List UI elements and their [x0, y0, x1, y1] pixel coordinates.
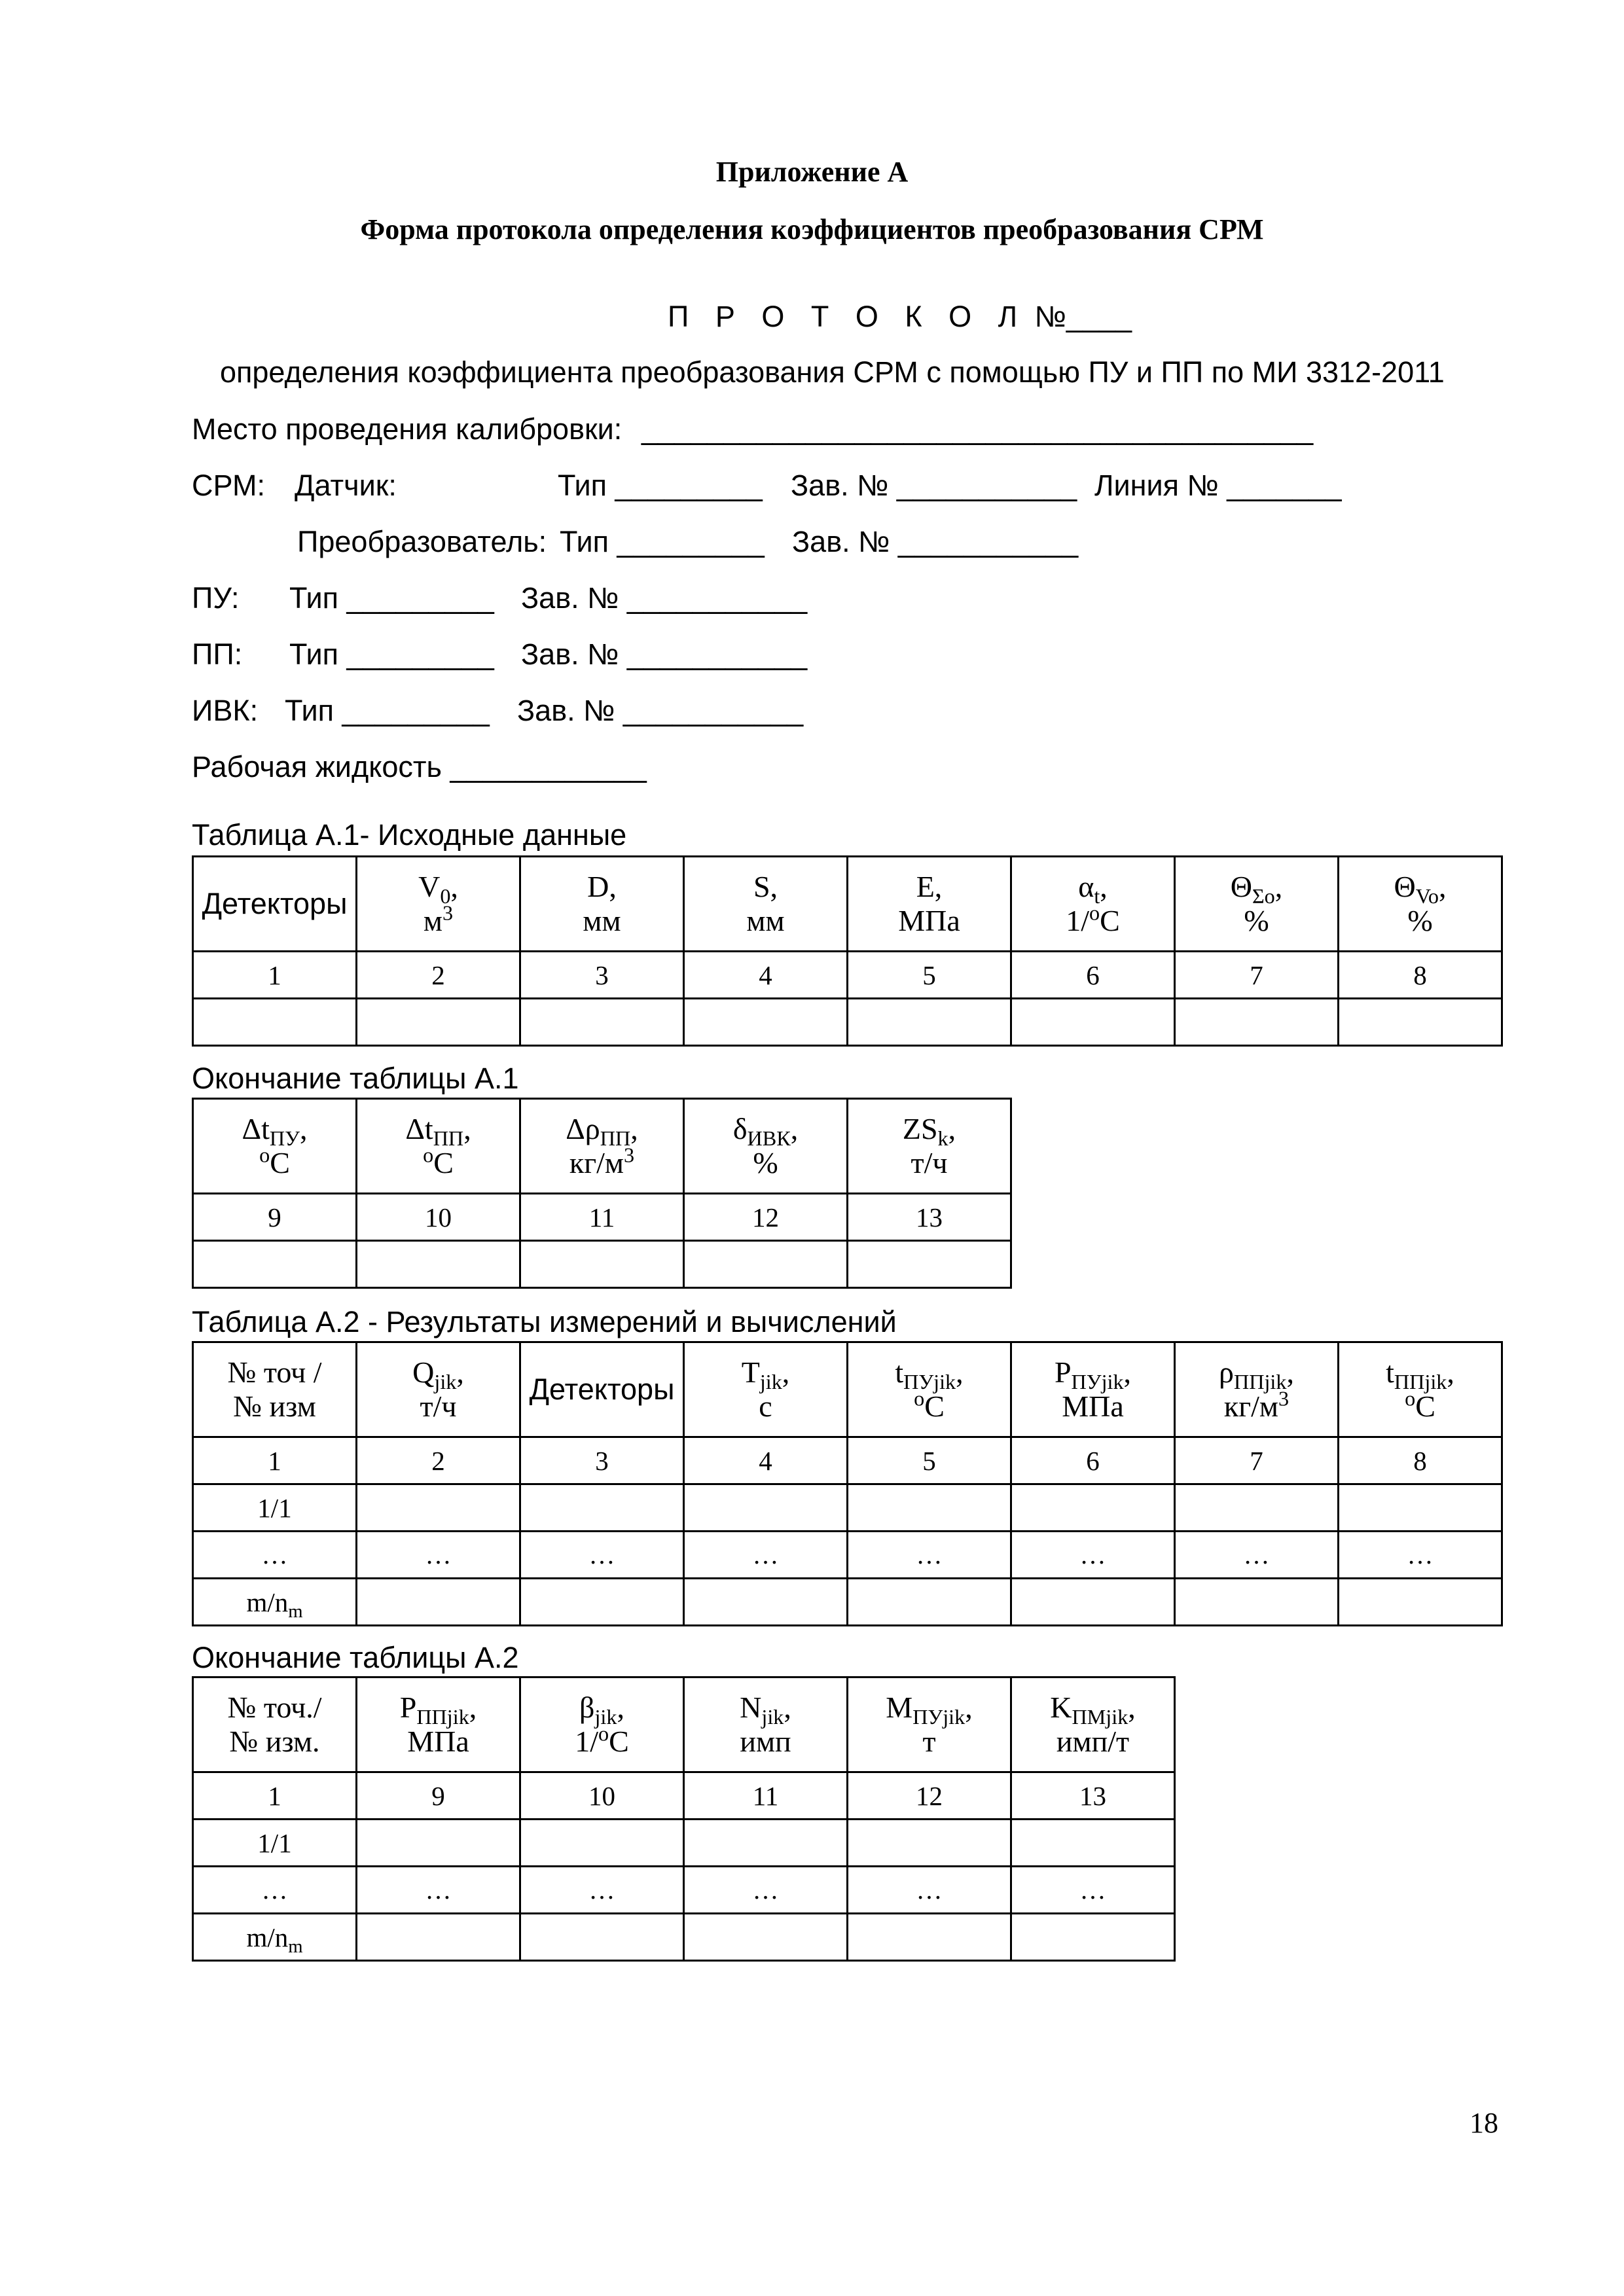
ellipsis-cell: … — [193, 1867, 357, 1914]
protocol-number: №____ — [1034, 300, 1132, 333]
col-number: 11 — [520, 1194, 684, 1241]
pu-type: Тип _________ — [289, 581, 494, 615]
col-number: 13 — [1011, 1772, 1175, 1820]
col-p-pp: $P_{ППjik}$, МПа — [357, 1677, 520, 1772]
pp-type: Тип _________ — [289, 637, 494, 671]
col-point-measurement: № точ / № изм — [193, 1342, 357, 1437]
table-a2 — [192, 1341, 1503, 1626]
col-number: 8 — [1339, 952, 1502, 999]
col-number: 1 — [193, 952, 357, 999]
table-a1-empty-row — [193, 999, 1502, 1046]
converter-label: Преобразователь: — [297, 525, 547, 558]
col-dt-pu: $\Delta t_{ПУ}$, $^o$C — [193, 1099, 357, 1194]
col-number: 5 — [848, 1437, 1011, 1484]
row-label: 1/1 — [193, 1484, 357, 1532]
ellipsis-cell: … — [520, 1532, 684, 1579]
table-a1 — [192, 855, 1503, 1047]
protocol-word: П Р О Т О К О Л — [668, 300, 1027, 333]
ellipsis-cell: … — [684, 1867, 848, 1914]
ellipsis-cell: … — [520, 1867, 684, 1914]
col-v0: $V_0$, $м^3$ — [357, 857, 520, 952]
col-number: 6 — [1011, 1437, 1175, 1484]
col-number: 13 — [848, 1194, 1011, 1241]
col-number: 1 — [193, 1772, 357, 1820]
table-a2-end-row-last — [193, 1914, 1175, 1961]
col-zs: $ZS_k$, т/ч — [848, 1099, 1011, 1194]
col-number: 10 — [520, 1772, 684, 1820]
col-number: 7 — [1175, 952, 1339, 999]
sensor-serial: Зав. № ___________ — [791, 469, 1077, 502]
table-a1-end-caption: Окончание таблицы А.1 — [192, 1062, 519, 1095]
appendix-heading: Приложение А — [715, 156, 909, 188]
col-n: $N_{jik}$, имп — [684, 1677, 848, 1772]
place-label: Место проведения калибровки: — [192, 412, 623, 446]
col-number: 12 — [848, 1772, 1011, 1820]
pu-serial: Зав. № ___________ — [521, 581, 808, 615]
col-number: 12 — [684, 1194, 848, 1241]
col-t-pu: $t_{ПУjik}$, $^o$C — [848, 1342, 1011, 1437]
col-q: $Q_{jik}$, т/ч — [357, 1342, 520, 1437]
ellipsis-cell: … — [1011, 1867, 1175, 1914]
table-a1-end-number-row — [193, 1194, 1011, 1241]
table-a2-end — [192, 1676, 1176, 1962]
col-rho-pp: $\rho_{ППjik}$, $кг/м^3$ — [1175, 1342, 1339, 1437]
pu-label: ПУ: — [192, 581, 240, 615]
col-number: 7 — [1175, 1437, 1339, 1484]
col-number: 8 — [1339, 1437, 1502, 1484]
table-a1-end-header-row — [193, 1099, 1011, 1194]
col-detectors: Детекторы — [193, 857, 357, 952]
table-a2-end-header-row — [193, 1677, 1175, 1772]
ellipsis-cell: … — [357, 1867, 520, 1914]
col-number: 4 — [684, 1437, 848, 1484]
ellipsis-cell: … — [193, 1532, 357, 1579]
sensor-type: Тип _________ — [558, 469, 763, 502]
table-a1-end — [192, 1098, 1012, 1289]
srm-label: СРМ: — [192, 469, 265, 502]
col-number: 4 — [684, 952, 848, 999]
pp-serial: Зав. № ___________ — [521, 637, 808, 671]
col-theta-sigma: $\Theta_{\Sigma o}$, % — [1175, 857, 1339, 952]
pp-label: ПП: — [192, 637, 243, 671]
ellipsis-cell: … — [684, 1532, 848, 1579]
col-delta-ivk: $\delta_{ИВК}$, % — [684, 1099, 848, 1194]
col-alpha: $\alpha_t$, 1/$^o$C — [1011, 857, 1175, 952]
place-line: _________________________________________ — [641, 412, 1314, 446]
ivk-label: ИВК: — [192, 694, 259, 727]
col-t-pp: $t_{ППjik}$, $^o$C — [1339, 1342, 1502, 1437]
col-number: 2 — [357, 1437, 520, 1484]
table-a2-end-row-ellipsis — [193, 1867, 1175, 1914]
col-number: 1 — [193, 1437, 357, 1484]
table-a1-caption: Таблица А.1- Исходные данные — [192, 818, 627, 852]
col-m-pu: $M_{ПУjik}$, т — [848, 1677, 1011, 1772]
col-number: 9 — [193, 1194, 357, 1241]
col-number: 11 — [684, 1772, 848, 1820]
col-e: E, МПа — [848, 857, 1011, 952]
row-label: 1/1 — [193, 1820, 357, 1867]
table-a2-row-last — [193, 1579, 1502, 1626]
col-detectors: Детекторы — [520, 1342, 684, 1437]
form-title: Форма протокола определения коэффициентов преобразования СРМ — [360, 213, 1264, 245]
ellipsis-cell: … — [1175, 1532, 1339, 1579]
col-number: 3 — [520, 952, 684, 999]
col-k-pm: $K_{ПМjik}$, имп/т — [1011, 1677, 1175, 1772]
fluid-field: Рабочая жидкость ____________ — [192, 750, 647, 783]
col-number: 9 — [357, 1772, 520, 1820]
row-label: $m/n_m$ — [193, 1579, 357, 1626]
sensor-line: Линия № _______ — [1094, 469, 1342, 502]
ellipsis-cell: … — [848, 1532, 1011, 1579]
converter-type: Тип _________ — [560, 525, 765, 558]
ivk-serial: Зав. № ___________ — [517, 694, 804, 727]
col-dt-pp: $\Delta t_{ПП}$, $^o$C — [357, 1099, 520, 1194]
col-number: 3 — [520, 1437, 684, 1484]
table-a2-end-caption: Окончание таблицы А.2 — [192, 1641, 519, 1674]
ivk-type: Тип _________ — [285, 694, 490, 727]
ellipsis-cell: … — [848, 1867, 1011, 1914]
col-point-measurement: № точ./ № изм. — [193, 1677, 357, 1772]
col-number: 6 — [1011, 952, 1175, 999]
col-drho-pp: $\Delta\rho_{ПП}$, $кг/м^3$ — [520, 1099, 684, 1194]
table-a1-number-row — [193, 952, 1502, 999]
table-a2-header-row — [193, 1342, 1502, 1437]
col-d: D, мм — [520, 857, 684, 952]
table-a2-end-row-first — [193, 1820, 1175, 1867]
table-a2-caption: Таблица А.2 - Результаты измерений и вычислений — [192, 1305, 897, 1338]
col-p-pu: $P_{ПУjik}$, МПа — [1011, 1342, 1175, 1437]
table-a1-header-row — [193, 857, 1502, 952]
protocol-heading — [668, 300, 1132, 334]
table-a2-number-row — [193, 1437, 1502, 1484]
col-number: 5 — [848, 952, 1011, 999]
sensor-label: Датчик: — [295, 469, 397, 502]
col-number: 2 — [357, 952, 520, 999]
page-number: 18 — [1470, 2107, 1498, 2139]
ellipsis-cell: … — [1011, 1532, 1175, 1579]
row-label: $m/n_m$ — [193, 1914, 357, 1961]
protocol-subtitle: определения коэффициента преобразования СРМ с помощью ПУ и ПП по МИ 3312-2011 — [220, 355, 1445, 389]
ellipsis-cell: … — [357, 1532, 520, 1579]
table-a2-row-first — [193, 1484, 1502, 1532]
col-number: 10 — [357, 1194, 520, 1241]
col-s: S, мм — [684, 857, 848, 952]
table-a2-row-ellipsis — [193, 1532, 1502, 1579]
table-a2-end-number-row — [193, 1772, 1175, 1820]
col-theta-v: $\Theta_{Vo}$, % — [1339, 857, 1502, 952]
col-t: $T_{jik}$, с — [684, 1342, 848, 1437]
ellipsis-cell: … — [1339, 1532, 1502, 1579]
table-a1-end-empty-row — [193, 1241, 1011, 1288]
converter-serial: Зав. № ___________ — [792, 525, 1079, 558]
col-beta: $\beta_{jik}$, 1/$^o$C — [520, 1677, 684, 1772]
